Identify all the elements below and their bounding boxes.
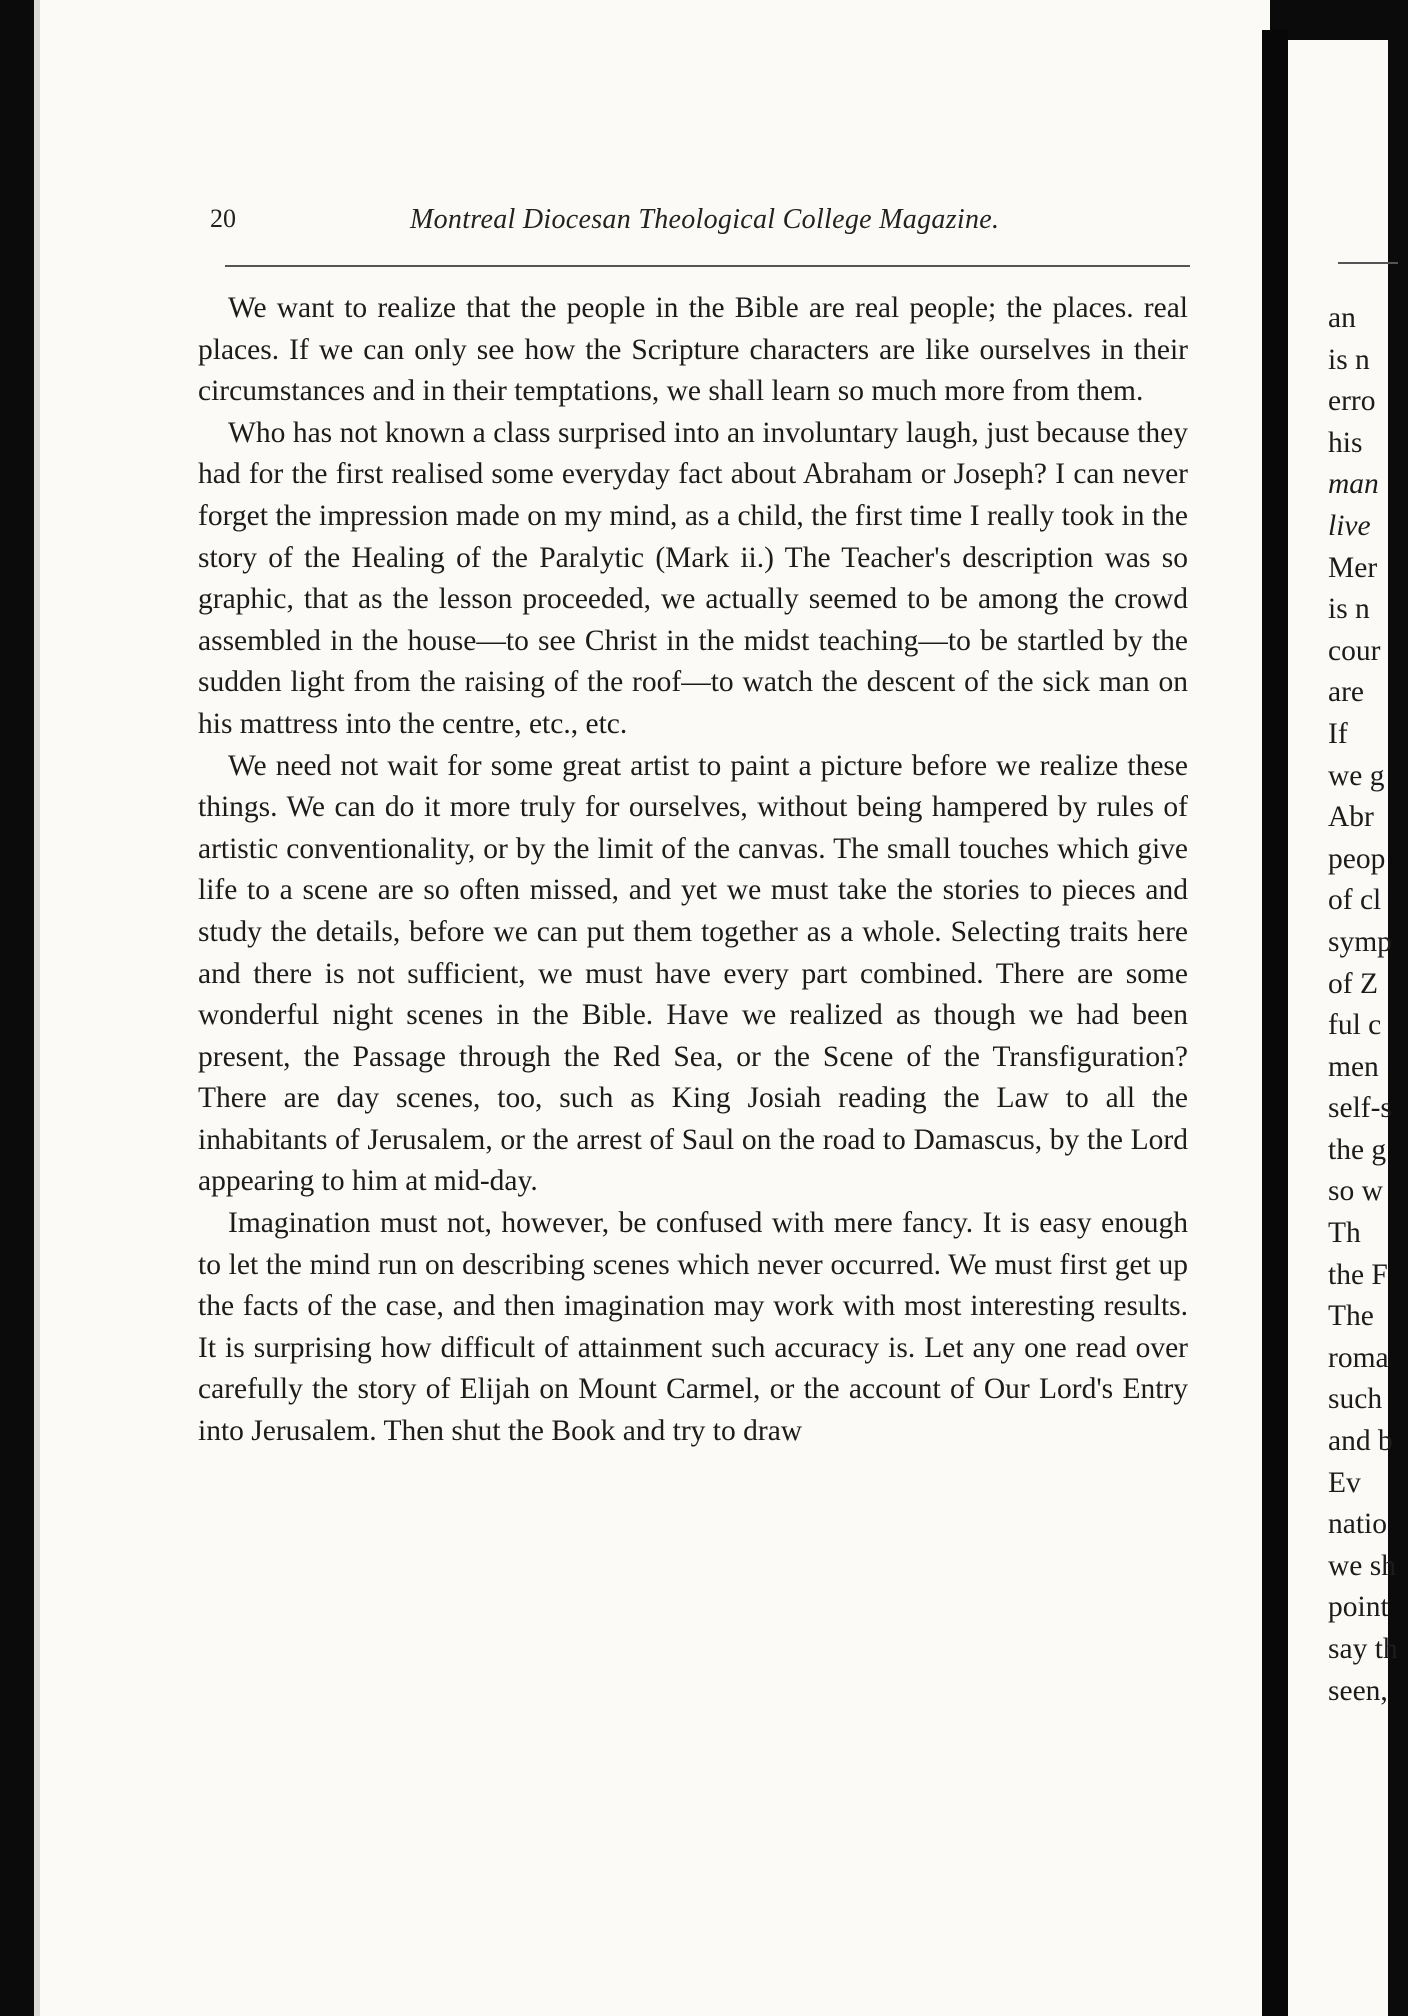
facing-line: we sh [1328,1549,1397,1582]
facing-line: so w [1328,1175,1383,1208]
facing-line: peop [1328,842,1386,875]
facing-line: Ev [1328,1466,1361,1499]
facing-line: the F [1328,1258,1388,1291]
facing-line: Mer [1328,551,1378,584]
facing-header-rule [1338,262,1398,264]
facing-line: symp [1328,925,1392,958]
facing-line: men [1328,1050,1379,1083]
facing-line: natio [1328,1508,1387,1541]
facing-line: ful c [1328,1009,1382,1042]
header-rule [225,265,1190,267]
facing-line: say th [1328,1633,1398,1665]
facing-line: self-s [1328,1092,1392,1125]
facing-line: Abr [1328,801,1374,834]
facing-line: we g [1328,759,1385,792]
facing-line: and b [1328,1425,1393,1458]
facing-line: is n [1328,593,1370,626]
facing-line: is n [1328,343,1370,376]
facing-page [1288,40,1398,2016]
facing-line: his [1328,426,1363,459]
paragraph: We need not wait for some great artist to paint a picture before we realize these things. We can do it more truly for ourselves, without being hampered by rules of artistic conventionality, or by the limit of the canvas. The small touches which give life to a scene are so often missed, and yet we must take the stories to pieces and study the details, before we can put them together as a whole. Selecting traits here and there is not sufficient, we must have every part combined. There are some wonderful night scenes in the Bible. Have we realized as though we had been present, the Passage through the Red Sea, or the Scene of the Transfiguration? There are day scenes, too, such as King Josiah reading the Law to all the inhabitants of Jerusalem, or the arrest of Saul on the road to Damascus, by the Lord appearing to him at mid-day. [198,749,1188,1198]
facing-line: the g [1328,1133,1387,1166]
facing-line: of cl [1328,884,1382,917]
facing-line: such [1328,1383,1383,1416]
facing-line: of Z [1328,967,1378,1000]
article-body [198,288,1188,1453]
facing-line: roma [1328,1341,1389,1374]
facing-line: are [1328,676,1365,709]
paragraph: Who has not known a class surprised into an involuntary laugh, just because they had for the first realised some everyday fact about Abraham or Joseph? I can never forget the impression made on my mind, as a child, the first time I really took in the story of the Healing of the Paralytic (Mark ii.) The Teacher's description was so graphic, that as the lesson proceeded, we actually seemed to be among the crowd assembled in the house—to see Christ in the midst teaching—to be startled by the sudden light from the raising of the roof—to watch the descent of the sick man on his mattress into the centre, etc., etc. [198,416,1188,740]
facing-line: Th [1328,1217,1361,1250]
facing-line: cour [1328,634,1381,667]
facing-line: The [1328,1300,1374,1333]
running-title: Montreal Diocesan Theological College Magazine. [410,204,1000,235]
facing-line: an [1328,302,1356,334]
facing-page-text [1328,298,1408,1712]
facing-line: If [1328,717,1348,750]
page-number: 20 [210,204,236,233]
book-gutter [1262,30,1288,2016]
facing-line: man [1328,468,1379,501]
paragraph: Imagination must not, however, be confused with mere fancy. It is easy enough to let the mind run on describing scenes which never occurred. We must first get up the facts of the case, and then imagination may work with most interesting results. It is surprising how difficult of attainment such accuracy is. Let any one read over carefully the story of Elijah on Mount Carmel, or the account of Our Lord's Entry into Jerusalem. Then shut the Book and try to draw [198,1207,1188,1448]
facing-line: point [1328,1591,1389,1624]
facing-line: seen, [1328,1674,1388,1707]
paragraph: We want to realize that the people in the Bible are real people; the places. real places. If we can only see how the Scripture characters are like ourselves in their circumstances and in their temptations, we shall learn so much more from them. [198,292,1188,408]
facing-line: live [1328,509,1371,542]
facing-line: erro [1328,385,1376,418]
